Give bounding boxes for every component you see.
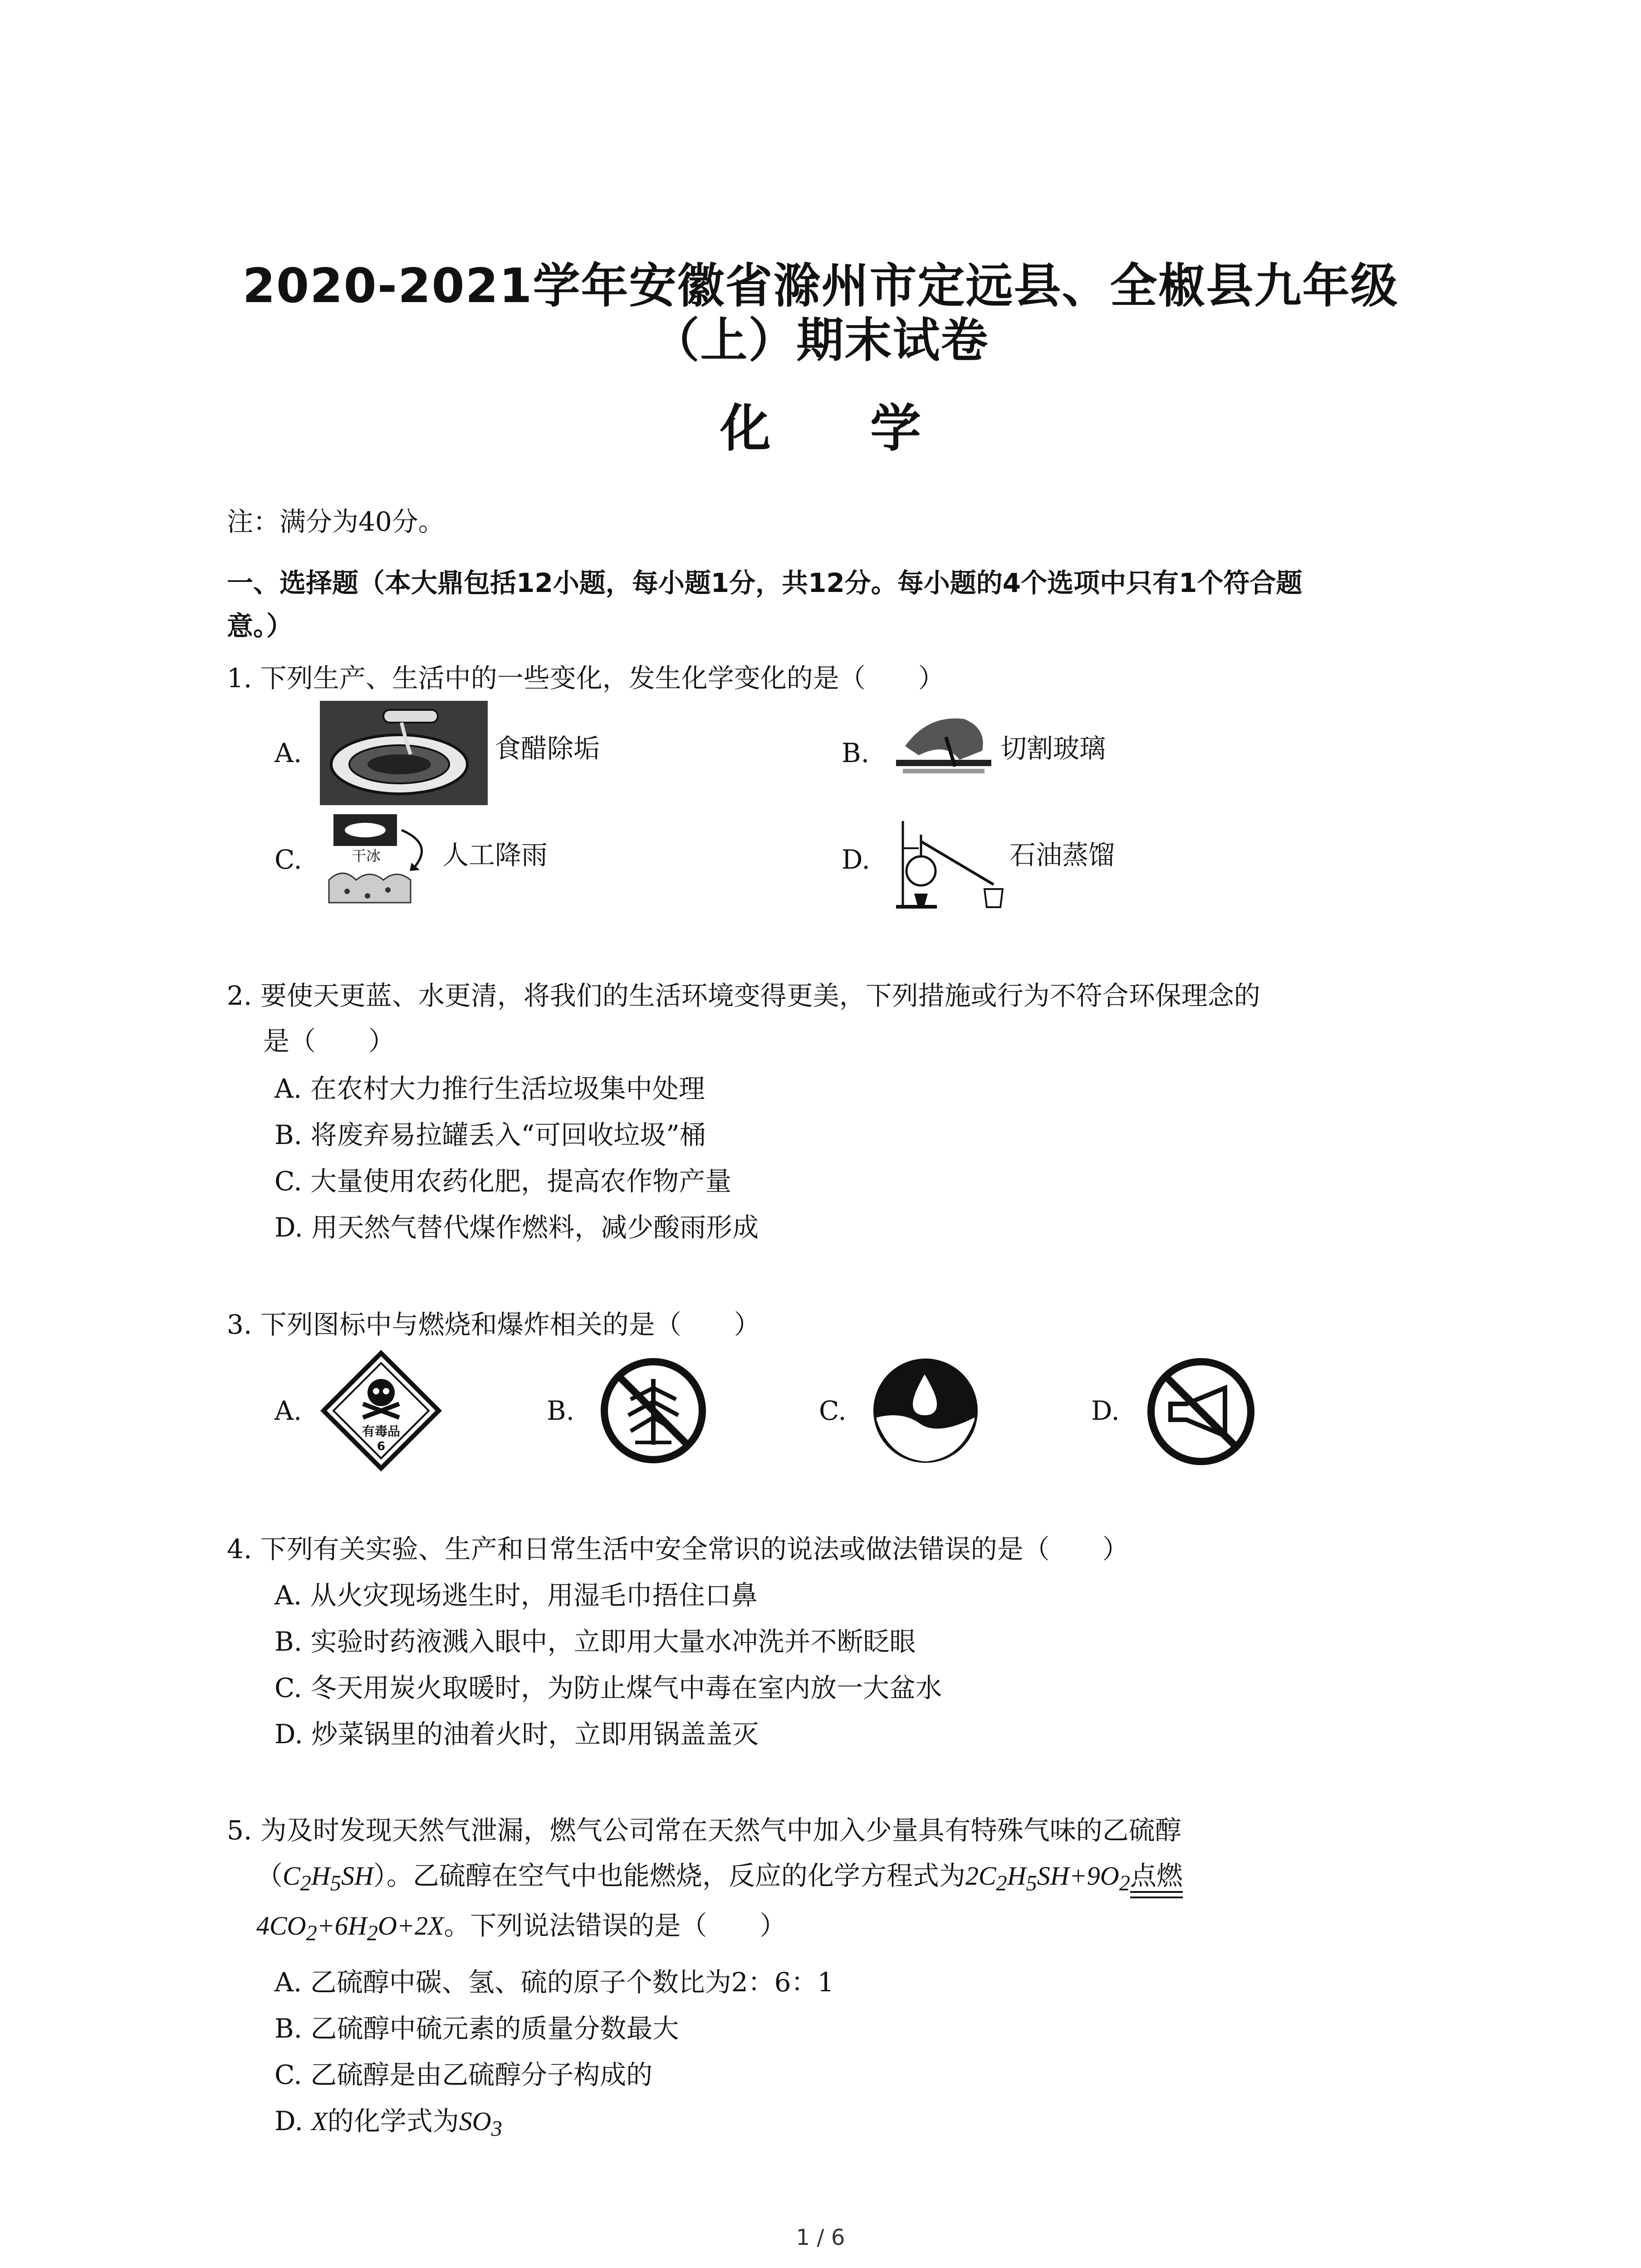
q2-stem-line1: 2. 要使天更蓝、水更清，将我们的生活环境变得更美，下列措施或行为不符合环保理念的 [227,980,1260,1011]
q5-stem-line3 [256,1907,786,1952]
q3-stem: 3. 下列图标中与燃烧和爆炸相关的是（ ） [227,1309,760,1340]
q4-stem: 4. 下列有关实验、生产和日常生活中安全常识的说法或做法错误的是（ ） [227,1534,1129,1564]
q5-line3-text: 。下列说法错误的是（ ） [444,1910,786,1941]
q5-option-d-text: 的化学式为 [327,2106,459,2136]
reaction-condition [1130,1857,1183,1894]
q3-option-d-letter: D. [1091,1395,1120,1426]
q2-option-b: B. 将废弃易拉罐丢入“可回收垃圾”桶 [274,1119,706,1150]
q5-option-a: A. 乙硫醇中碳、氢、硫的原子个数比为2：6：1 [274,1967,834,1998]
page-number: 1 / 6 [796,2225,845,2250]
products-formula: $4CO_2+6H_2O+2X$ [256,1911,444,1945]
vinegar-descaling-image [320,701,488,805]
artificial-rain-image [324,812,438,909]
q5-open-paren: （ [256,1860,283,1891]
q1-option-c-text: 人工降雨 [442,840,548,870]
q1-option-a-letter: A. [274,738,302,768]
q5-stem-line2 [256,1857,1183,1902]
q2-option-a: A. 在农村大力推行生活垃圾集中处理 [274,1073,705,1104]
q4-option-a: A. 从火灾现场逃生时，用湿毛巾捂住口鼻 [274,1580,758,1611]
q5-stem-line1: 5. 为及时发现天然气泄漏，燃气公司常在天然气中加入少量具有特殊气味的乙硫醇 [227,1815,1181,1846]
q1-option-d-text: 石油蒸馏 [1009,840,1115,870]
q1-stem: 1. 下列生产、生活中的一些变化，发生化学变化的是（ ） [227,663,945,694]
subject-title: 化 学 [720,399,962,458]
q5-option-d-letter: D. [274,2106,312,2136]
q5-option-c: C. 乙硫醇是由乙硫醇分子构成的 [274,2059,653,2090]
reactants-formula: $2C_2H_5SH+9O_2$ [965,1861,1130,1896]
ethanethiol-formula: $C_2H_5SH$ [283,1861,373,1896]
dry-ice-label: 干冰 [352,847,381,865]
q4-option-d: D. 炒菜锅里的油着火时，立即用锅盖盖灭 [274,1719,759,1750]
q4-option-c: C. 冬天用炭火取暖时，为防止煤气中毒在室内放一大盆水 [274,1672,942,1703]
q1-option-c-letter: C. [274,844,302,875]
section1-heading-line1: 一、选择题（本大鼎包括12小题，每小题1分，共12分。每小题的4个选项中只有1个符合题 [227,567,1303,598]
score-note: 注：满分为40分。 [227,506,445,537]
toxic-sign-icon [320,1349,442,1472]
q5-option-b: B. 乙硫醇中硫元素的质量分数最大 [274,2013,679,2044]
no-deforestation-sign-icon [599,1356,708,1465]
q1-option-b-letter: B. [842,738,870,768]
distillation-apparatus-image [894,816,1012,912]
q2-stem-line2: 是（ ） [263,1026,395,1056]
q5-option-d [274,2103,502,2147]
q5-line2-text: ）。乙硫醇在空气中也能燃烧，反应的化学方程式为 [373,1860,965,1891]
q2-option-c: C. 大量使用农药化肥，提高农作物产量 [274,1166,732,1197]
q3-option-c-letter: C. [819,1395,847,1426]
so3-formula: $SO_3$ [459,2107,502,2141]
no-honking-sign-icon [1146,1356,1257,1467]
x-variable: X [311,2107,328,2136]
exam-title-line2: （上）期末试卷 [652,313,989,368]
q1-option-d-letter: D. [842,844,870,875]
q1-option-b-text: 切割玻璃 [1000,733,1106,764]
glass-cutting-image [892,710,996,792]
section1-heading-line2: 意。） [227,611,293,641]
exam-title-line1: 2020-2021学年安徽省滁州市定远县、全椒县九年级 [242,258,1399,313]
q3-option-b-letter: B. [547,1395,575,1426]
q2-option-d: D. 用天然气替代煤作燃料，减少酸雨形成 [274,1212,759,1243]
ignite-label: 点燃 [1130,1860,1183,1891]
toxic-sign-number: 6 [377,1440,386,1453]
q1-option-a-text: 食醋除垢 [495,733,600,764]
water-saving-sign-icon [871,1356,980,1465]
q3-option-a-letter: A. [274,1395,302,1426]
q4-option-b: B. 实验时药液溅入眼中，立即用大量水冲洗并不断眨眼 [274,1626,916,1657]
toxic-sign-label: 有毒品 [362,1424,401,1439]
